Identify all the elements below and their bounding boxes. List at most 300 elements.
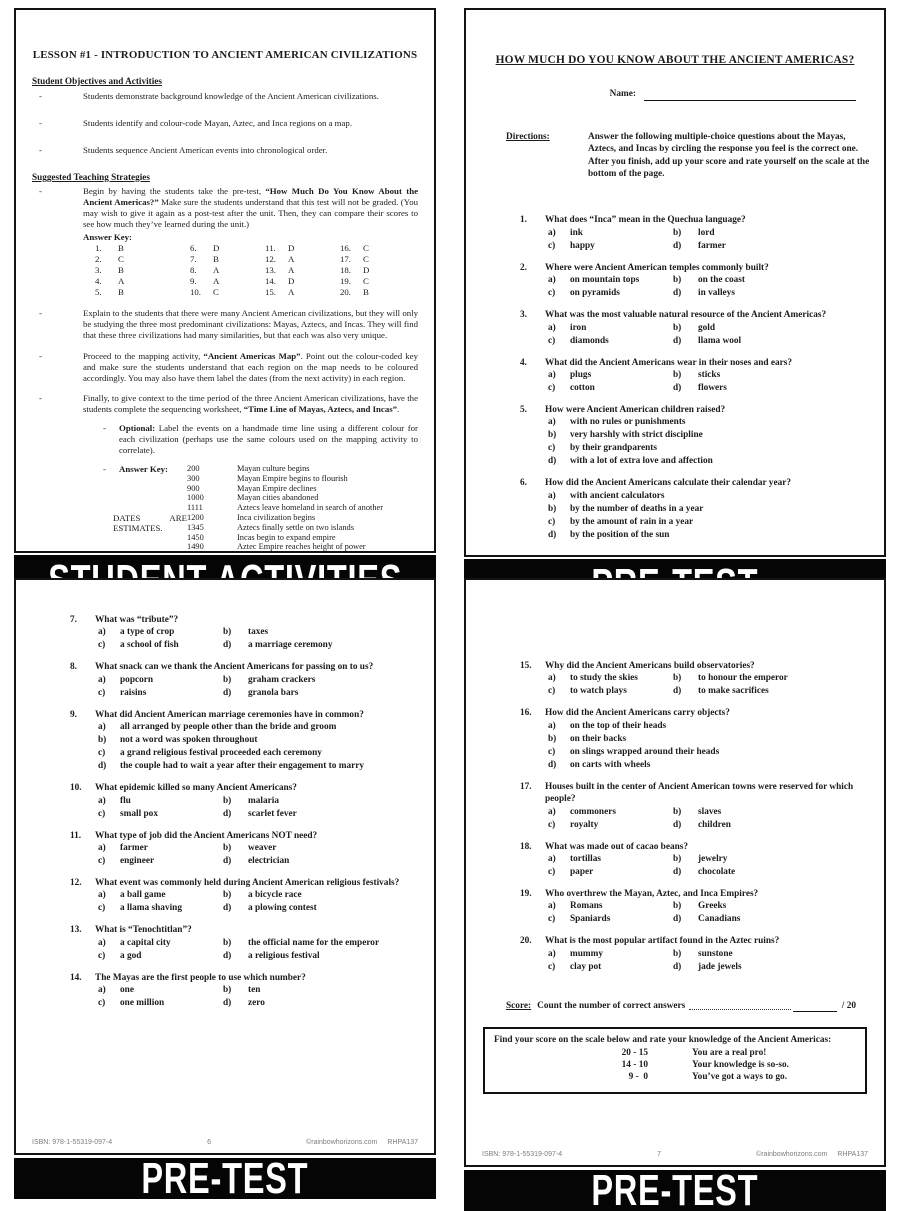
- option-letter: c): [98, 748, 106, 759]
- text-segment: Finally, to give context to the time period of the three Ancient American civilizations, have the students complete the sequencing worksheet,: [83, 393, 418, 415]
- question-row: [520, 660, 870, 672]
- options-grid: [548, 948, 870, 974]
- option-row: [98, 734, 420, 747]
- question-text: Where were Ancient American temples commonly built?: [545, 262, 769, 273]
- question-number: 3.: [520, 310, 527, 321]
- options-grid: [548, 274, 870, 300]
- answer-key-cell: B: [118, 286, 124, 297]
- options-list: [548, 720, 870, 772]
- option-text: a school of fish: [120, 640, 179, 651]
- option-letter: a): [98, 937, 106, 948]
- text-segment: “Ancient Americas Map”: [203, 350, 301, 361]
- question-text: How were Ancient American children raised?: [545, 405, 726, 416]
- options-grid: [98, 937, 420, 963]
- option-text: Greeks: [698, 901, 727, 912]
- option-text: cotton: [570, 383, 595, 394]
- text-segment: . Point out the colour-coded key and make sure the students understand that each region on the map needs to be coloured accordingly. You may also have them label the dates (from the next activity) in each region.: [83, 350, 418, 383]
- product-code: RHPA137: [387, 1138, 418, 1146]
- timeline-year: [187, 552, 237, 553]
- question-row: [520, 477, 870, 489]
- option-text: ink: [570, 227, 583, 238]
- question-text: What type of job did the Ancient Americans NOT need?: [95, 830, 318, 841]
- option-letter: d): [223, 687, 232, 698]
- option-letter: d): [673, 383, 682, 394]
- optional-sub-bullet: [83, 423, 418, 456]
- question-text: Why did the Ancient Americans build observatories?: [545, 661, 755, 671]
- option-letter: a): [548, 720, 556, 731]
- option-letter: c): [548, 819, 556, 830]
- question-block: [30, 709, 420, 773]
- question-text: What event was commonly held during Ancient American religious festivals?: [95, 878, 400, 889]
- option-letter: b): [223, 937, 232, 948]
- option-letter: d): [548, 456, 557, 467]
- answer-key-cell: D: [288, 275, 295, 286]
- option-letter: a): [98, 674, 106, 685]
- answer-key-cell: 3.: [95, 264, 102, 275]
- question-row: [520, 935, 870, 947]
- page-footer-6: [16, 1137, 434, 1149]
- options-list: [548, 490, 870, 542]
- option-text: a llama shaving: [120, 903, 182, 914]
- question-row: [520, 841, 870, 853]
- option-letter: b): [673, 901, 682, 912]
- option-text: a grand religious festival proceeded each ceremony: [120, 748, 322, 759]
- answer-key-cell: D: [213, 242, 220, 253]
- timeline-event: Mayan cities abandoned: [237, 493, 319, 503]
- option-letter: c): [548, 335, 556, 346]
- quadrant-pretest-3: [450, 573, 900, 1211]
- isbn-text: ISBN: 978-1-55319-097-4: [32, 1138, 113, 1146]
- option-text: plugs: [570, 370, 592, 381]
- objective-item: [32, 118, 418, 129]
- pretest-page-1: [464, 8, 886, 557]
- dotted-leader: [689, 1009, 791, 1010]
- timeline-year: 1490: [187, 542, 204, 552]
- answer-key-cell: B: [118, 242, 124, 253]
- question-number: 19.: [520, 889, 532, 900]
- question-row: [520, 357, 870, 369]
- option-text: by their grandparents: [570, 443, 657, 454]
- timeline-event: Mayan Empire declines: [237, 483, 317, 493]
- option-text: malaria: [248, 795, 279, 806]
- banner-label: PRE-TEST: [141, 1158, 309, 1199]
- option-letter: b): [548, 503, 557, 514]
- question-number: 16.: [520, 708, 532, 719]
- option-text: a type of crop: [120, 627, 175, 638]
- option-letter: b): [223, 843, 232, 854]
- question-row: [70, 877, 420, 889]
- question-number: 9.: [70, 709, 77, 720]
- strategy-item-1: [32, 186, 418, 298]
- option-text: farmer: [120, 843, 148, 854]
- question-text: What was made out of cacao beans?: [545, 841, 689, 852]
- question-number: 4.: [520, 357, 527, 368]
- question-text: What was the most valuable natural resource of the Ancient Americas?: [545, 310, 827, 321]
- text-segment: Label the events on a handmade time line using a different colour for each civilization (perhaps use the same colours used on the mapping activity to correlate).: [119, 423, 418, 456]
- answer-key-cell: 19.: [340, 275, 351, 286]
- option-text: not a word was spoken throughout: [120, 735, 258, 746]
- option-letter: c): [98, 640, 106, 651]
- option-letter: a): [98, 627, 106, 638]
- strategy-2-text: [83, 308, 418, 341]
- question-block: [30, 782, 420, 820]
- score-denominator: / 20: [841, 1000, 856, 1011]
- strategy-4-text: [83, 393, 418, 414]
- question-number: 20.: [520, 936, 532, 947]
- scale-description: You are a real pro!: [692, 1047, 767, 1058]
- question-number: 11.: [70, 830, 82, 841]
- answer-key-cell: C: [363, 275, 369, 286]
- options-grid: [98, 674, 420, 700]
- directions-text: Answer the following multiple-choice questions about the Mayas, Aztecs, and Incas by circling the response you feel is the correct one. After you finish, add up your score and rate yourself on the scale at the bottom of the page.: [588, 131, 870, 180]
- question-text: What did the Ancient Americans wear in their noses and ears?: [545, 357, 793, 368]
- option-text: tortillas: [570, 854, 601, 865]
- question-row: [520, 214, 870, 226]
- scale-range: 14 - 10: [621, 1060, 648, 1071]
- options-grid: [98, 626, 420, 652]
- options-list: [548, 416, 870, 468]
- question-block: [480, 262, 870, 300]
- copyright-block: [756, 1149, 868, 1161]
- text-segment: Explain to the students that there were many Ancient American civilizations, but they will only be studying the three most predominant civilizations: Mayas, Aztecs, and Incas. They will find that these three civilizations had many similarities, but that each was also very unique.: [83, 307, 418, 340]
- option-letter: d): [223, 950, 232, 961]
- answer-key-cell: 11.: [265, 242, 276, 253]
- question-number: 2.: [520, 262, 527, 273]
- option-text: weaver: [248, 843, 277, 854]
- question-row: [520, 707, 870, 719]
- option-text: clay pot: [570, 961, 602, 972]
- question-block: [480, 935, 870, 973]
- timeline-event: [237, 552, 418, 553]
- question-block: [480, 214, 870, 252]
- option-letter: c): [548, 867, 556, 878]
- objectives-list: [32, 91, 418, 156]
- option-letter: b): [98, 735, 107, 746]
- option-letter: a): [548, 417, 556, 428]
- option-text: diamonds: [570, 335, 609, 346]
- timeline-event: Aztecs leave homeland in search of another: [237, 503, 384, 513]
- question-number: 14.: [70, 972, 82, 983]
- timeline-row: [187, 523, 418, 533]
- question-block: [30, 830, 420, 868]
- question-row: [520, 262, 870, 274]
- strategy-item-2: [32, 308, 418, 341]
- question-row: [520, 309, 870, 321]
- option-letter: b): [548, 430, 557, 441]
- timeline-event: Aztecs finally settle on two islands: [237, 522, 354, 532]
- option-letter: c): [548, 961, 556, 972]
- option-text: engineer: [120, 856, 155, 867]
- option-letter: a): [548, 806, 556, 817]
- lesson-page: [14, 8, 436, 553]
- timeline-sub-bullet: [83, 464, 418, 553]
- scale-row: [494, 1059, 856, 1071]
- question-block: [480, 707, 870, 771]
- question-text: The Mayas are the first people to use which number?: [95, 972, 306, 983]
- option-text: Canadians: [698, 914, 741, 925]
- option-text: a marriage ceremony: [248, 640, 333, 651]
- question-block: [480, 357, 870, 395]
- section-banner-pretest-2: [14, 1158, 436, 1199]
- option-row: [548, 759, 870, 772]
- options-list: [98, 721, 420, 773]
- question-block: [480, 404, 870, 468]
- option-letter: a): [548, 227, 556, 238]
- timeline-year: 1000: [187, 493, 204, 503]
- option-text: commoners: [570, 806, 616, 817]
- option-text: one million: [120, 998, 165, 1009]
- option-row: [548, 503, 870, 516]
- timeline-event: Inca civilization begins: [237, 512, 316, 522]
- option-row: [548, 455, 870, 468]
- question-number: 13.: [70, 925, 82, 936]
- option-letter: c): [548, 443, 556, 454]
- question-number: 17.: [520, 781, 532, 792]
- option-letter: d): [98, 761, 107, 772]
- option-letter: d): [673, 335, 682, 346]
- question-row: [70, 661, 420, 673]
- option-text: a capital city: [120, 937, 171, 948]
- question-number: 10.: [70, 783, 82, 794]
- page-number: 7: [657, 1150, 662, 1158]
- option-text: scarlet fever: [248, 808, 297, 819]
- option-text: flu: [120, 795, 131, 806]
- timeline-year: 1200: [187, 512, 204, 522]
- option-letter: c): [548, 746, 556, 757]
- score-label: Score:: [506, 1000, 532, 1011]
- text-segment: Begin by having the students take the pre-test,: [83, 186, 266, 197]
- option-letter: a): [548, 948, 556, 959]
- question-number: 18.: [520, 841, 532, 852]
- answer-key-cell: 16.: [340, 242, 351, 253]
- option-text: with a lot of extra love and affection: [570, 456, 713, 467]
- answer-key-cell: A: [288, 286, 295, 297]
- bullet-dash: -: [39, 393, 42, 404]
- answer-key-cell: A: [118, 275, 125, 286]
- option-text: jade jewels: [698, 961, 742, 972]
- question-number: 12.: [70, 878, 82, 889]
- option-text: on mountain tops: [570, 275, 640, 286]
- option-text: on their backs: [570, 733, 627, 744]
- option-letter: c): [548, 516, 556, 527]
- text-segment: Optional:: [119, 423, 156, 434]
- question-row: [70, 830, 420, 842]
- answer-key-cell: C: [363, 242, 369, 253]
- option-text: on the top of their heads: [570, 720, 667, 731]
- option-text: lord: [698, 227, 715, 238]
- question-number: 5.: [520, 405, 527, 416]
- option-letter: a): [98, 795, 106, 806]
- quadrant-lesson: [0, 0, 450, 573]
- options-grid: [548, 806, 870, 832]
- option-row: [98, 747, 420, 760]
- answer-key-cell: A: [288, 264, 295, 275]
- options-grid: [548, 369, 870, 395]
- option-letter: d): [223, 856, 232, 867]
- strategy-4-body: [83, 393, 418, 553]
- option-letter: a): [98, 985, 106, 996]
- option-text: the couple had to wait a year after their engagement to marry: [120, 761, 364, 772]
- bullet-dash: -: [103, 463, 106, 474]
- option-letter: a): [98, 722, 106, 733]
- options-grid: [548, 853, 870, 879]
- question-row: [70, 709, 420, 721]
- option-text: chocolate: [698, 867, 736, 878]
- option-text: Spaniards: [570, 914, 611, 925]
- question-text: What epidemic killed so many Ancient Americans?: [95, 783, 297, 794]
- option-text: slaves: [698, 806, 722, 817]
- option-letter: c): [98, 903, 106, 914]
- answer-key-cell: 4.: [95, 275, 102, 286]
- answer-key-cell: A: [213, 264, 220, 275]
- answer-key-cell: 15.: [265, 286, 276, 297]
- timeline-row: [187, 493, 418, 503]
- option-letter: b): [673, 806, 682, 817]
- option-letter: d): [548, 759, 557, 770]
- option-text: with ancient calculators: [570, 490, 665, 501]
- options-grid: [98, 984, 420, 1010]
- answer-key-cell: A: [288, 253, 295, 264]
- timeline-year: 900: [187, 483, 200, 493]
- option-letter: d): [673, 914, 682, 925]
- question-block: [480, 309, 870, 347]
- timeline-year: 1111: [187, 503, 203, 513]
- question-text: What snack can we thank the Ancient Americans for passing on to us?: [95, 662, 374, 673]
- objective-item: [32, 91, 418, 102]
- banner-label: PRE-TEST: [591, 1170, 759, 1211]
- copyright-site: ©rainbowhorizons.com: [756, 1150, 828, 1158]
- option-letter: c): [98, 808, 106, 819]
- option-text: popcorn: [120, 674, 154, 685]
- question-block: [480, 781, 870, 832]
- question-row: [70, 924, 420, 936]
- option-letter: a): [98, 890, 106, 901]
- question-block: [30, 972, 420, 1010]
- option-text: a god: [120, 950, 142, 961]
- question-text: How did the Ancient Americans calculate their calendar year?: [545, 478, 791, 489]
- option-letter: c): [548, 383, 556, 394]
- answer-key-cell: B: [213, 253, 219, 264]
- option-letter: b): [673, 948, 682, 959]
- question-block: [30, 614, 420, 652]
- answer-key-cell: D: [288, 242, 295, 253]
- timeline-row: [187, 503, 418, 513]
- timeline-year: 1450: [187, 532, 204, 542]
- question-row: [520, 888, 870, 900]
- question-block: [30, 661, 420, 699]
- bullet-dash: -: [39, 186, 42, 197]
- option-text: mummy: [570, 948, 604, 959]
- option-row: [548, 720, 870, 733]
- scale-row: [494, 1071, 856, 1083]
- option-text: on slings wrapped around their heads: [570, 746, 720, 757]
- option-text: to study the skies: [570, 673, 638, 684]
- section-banner-pretest-3: [464, 1170, 886, 1211]
- question-text: What did Ancient American marriage ceremonies have in common?: [95, 709, 364, 720]
- timeline-answer-key-label: Answer Key:: [119, 463, 168, 474]
- name-row: [480, 88, 870, 100]
- option-letter: b): [223, 627, 232, 638]
- option-letter: d): [223, 998, 232, 1009]
- isbn-text: ISBN: 978-1-55319-097-4: [482, 1150, 563, 1158]
- directions-label: Directions:: [506, 131, 550, 142]
- product-code: RHPA137: [837, 1150, 868, 1158]
- option-text: sunstone: [698, 948, 733, 959]
- question-number: 1.: [520, 215, 527, 226]
- score-instruction: Count the number of correct answers: [537, 1000, 686, 1011]
- timeline-event: Aztec Empire reaches height of power: [237, 542, 366, 552]
- timeline-year: 1345: [187, 522, 204, 532]
- scale-range: 9 - 0: [628, 1072, 648, 1083]
- question-row: [520, 781, 870, 806]
- option-letter: a): [548, 854, 556, 865]
- option-text: to make sacrifices: [698, 686, 769, 697]
- name-blank-line: [644, 90, 856, 101]
- option-text: to watch plays: [570, 686, 627, 697]
- timeline-row: [187, 484, 418, 494]
- timeline-row: [187, 513, 418, 523]
- answer-key-cell: 17.: [340, 253, 351, 264]
- timeline-row: [187, 474, 418, 484]
- scale-row: [494, 1047, 856, 1059]
- option-letter: d): [673, 686, 682, 697]
- question-block: [480, 841, 870, 879]
- strategy-1-body: [83, 186, 418, 298]
- option-letter: c): [98, 856, 106, 867]
- question-text: What was “tribute”?: [95, 615, 179, 625]
- option-text: farmer: [698, 240, 726, 251]
- answer-key-cell: D: [363, 264, 370, 275]
- answer-key-cell: B: [118, 264, 124, 275]
- option-text: sticks: [698, 370, 721, 381]
- options-grid: [548, 322, 870, 348]
- option-text: taxes: [248, 627, 269, 638]
- objectives-heading: Student Objectives and Activities: [32, 75, 162, 86]
- option-letter: d): [673, 819, 682, 830]
- option-text: by the number of deaths in a year: [570, 503, 704, 514]
- option-text: to honour the emperor: [698, 673, 788, 684]
- objective-item: [32, 145, 418, 156]
- bullet-dash: -: [103, 423, 106, 434]
- answer-key-cell: 7.: [190, 253, 197, 264]
- answer-key-cell: C: [213, 286, 219, 297]
- answer-key-cell: 1.: [95, 242, 102, 253]
- quadrant-pretest-2: [0, 573, 450, 1199]
- timeline-row: [187, 552, 418, 553]
- option-text: a religious festival: [248, 950, 320, 961]
- option-text: electrician: [248, 856, 290, 867]
- answer-key-cell: 10.: [190, 286, 201, 297]
- option-text: a plowing contest: [248, 903, 317, 914]
- option-text: granola bars: [248, 687, 299, 698]
- page-footer-7: [466, 1149, 884, 1161]
- option-letter: d): [673, 961, 682, 972]
- lesson-title: LESSON #1 - INTRODUCTION TO ANCIENT AMERICAN CIVILIZATIONS: [32, 49, 418, 61]
- timeline-row: [187, 533, 418, 543]
- option-text: iron: [570, 322, 587, 333]
- option-letter: b): [673, 227, 682, 238]
- bullet-dash: -: [39, 117, 42, 128]
- option-row: [548, 416, 870, 429]
- text-segment: Make sure the students understand that this test will not be graded. (You may wish to give it again as a post-test after the unit. Then, they can compare their scores to see how much they’ve learned during the unit.): [83, 197, 418, 230]
- answer-key-grid: [95, 243, 418, 298]
- score-blank-line: [793, 1001, 837, 1012]
- option-text: graham crackers: [248, 674, 316, 685]
- option-text: the official name for the emperor: [248, 937, 380, 948]
- timeline-answer-key: [113, 463, 418, 553]
- answer-key-cell: B: [363, 286, 369, 297]
- option-letter: d): [548, 529, 557, 540]
